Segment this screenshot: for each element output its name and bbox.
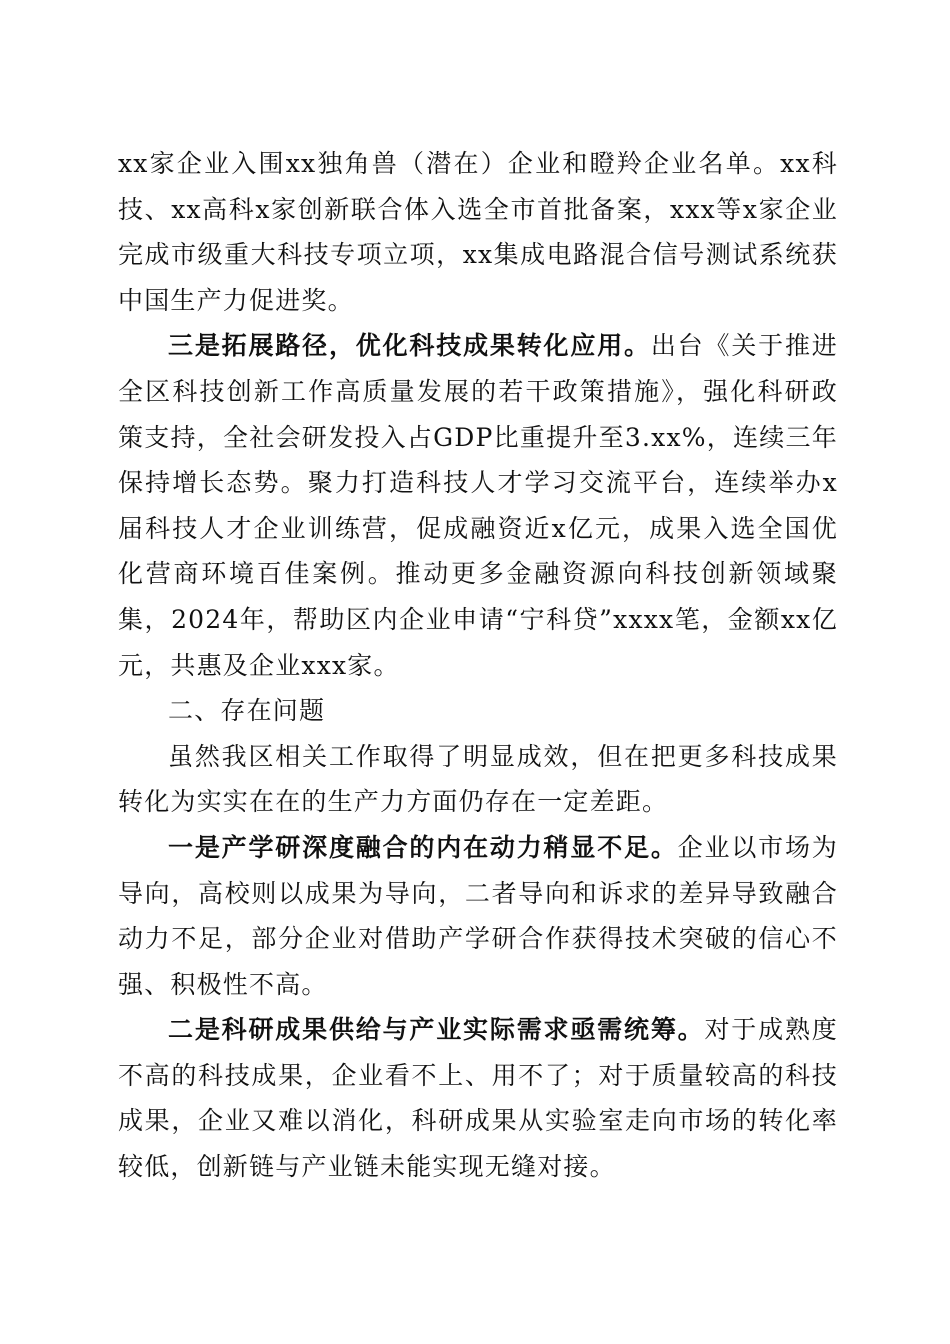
section-heading: 二、存在问题 — [168, 696, 326, 726]
paragraph-intro — [118, 734, 838, 825]
paragraph-point-one — [118, 825, 838, 1007]
paragraph-lead: 三是拓展路径，优化科技成果转化应用。 — [168, 331, 651, 361]
paragraph-continued — [118, 141, 838, 323]
paragraph-point-two — [118, 1007, 838, 1189]
paragraph-text: 对于成熟度不高的科技成果，企业看不上、用不了；对于质量较高的科技成果，企业又难以消化，科研成果从实验室走向市场的转化率较低，创新链与产业链未能实现无缝对接。 — [118, 1015, 838, 1182]
paragraph-text: xx家企业入围xx独角兽（潜在）企业和瞪羚企业名单。xx科技、xx高科x家创新联合体入选全市首批备案，xxx等x家企业完成市级重大科技专项立项，xx集成电路混合信号测试系统获中国生产力促进奖。 — [118, 149, 838, 315]
paragraph-point-three — [118, 323, 838, 688]
paragraph-lead: 一是产学研深度融合的内在动力稍显不足。 — [168, 832, 678, 862]
document-body — [118, 141, 838, 1190]
paragraph-lead: 二是科研成果供给与产业实际需求亟需统筹。 — [168, 1015, 705, 1045]
paragraph-text: 虽然我区相关工作取得了明显成效，但在把更多科技成果转化为实实在在的生产力方面仍存在一定差距。 — [118, 741, 838, 817]
paragraph-text: 企业以市场为导向，高校则以成果为导向，二者导向和诉求的差异导致融合动力不足，部分企业对借助产学研合作获得技术突破的信心不强、积极性不高。 — [118, 832, 838, 999]
paragraph-text: 出台《关于推进全区科技创新工作高质量发展的若干政策措施》，强化科研政策支持，全社会研发投入占GDP比重提升至3.xx%，连续三年保持增长态势。聚力打造科技人才学习交流平台，连续举办x届科技人才企业训练营，促成融资近x亿元，成果入选全国优化营商环境百佳案例。推动更多金融资源向科技创新领域聚集，2024年，帮助区内企业申请“宁科贷”xxxx笔，金额xx亿元，共惠及企业xxx家。 — [118, 331, 838, 680]
